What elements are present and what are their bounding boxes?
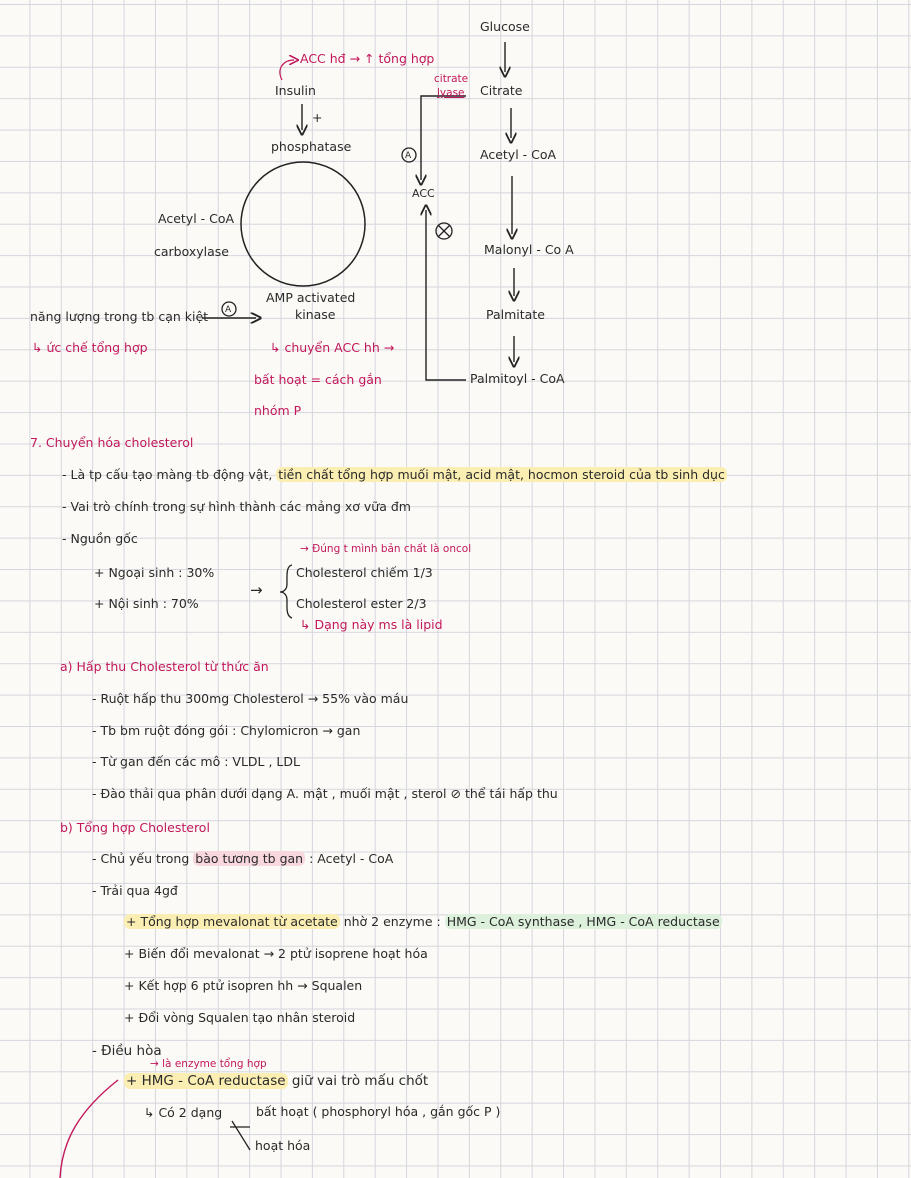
label-palmitoyl-coa: Palmitoyl - CoA bbox=[470, 371, 565, 386]
absorption-item-4: - Đào thải qua phân dưới dạng A. mật , muối mật , sterol ⊘ thể tái hấp thu bbox=[92, 786, 558, 801]
label-citrate-lyase-1: citrate bbox=[434, 73, 469, 85]
synthesis-main: - Chủ yếu trong bào tương tb gan : Acetyl - CoA bbox=[92, 851, 394, 866]
section7-bullet-2: - Vai trò chính trong sự hình thành các mảng xơ vữa đm bbox=[62, 499, 411, 514]
regulation-heading: - Điều hòa bbox=[92, 1043, 162, 1059]
label-malonyl-coa: Malonyl - Co A bbox=[484, 242, 574, 257]
label-ampk-1: AMP activated bbox=[266, 290, 356, 305]
cholesterol-ester: Cholesterol ester 2/3 bbox=[296, 596, 427, 611]
label-plus: + bbox=[312, 110, 323, 125]
absorption-item-3: - Từ gan đến các mô : VLDL , LDL bbox=[92, 754, 300, 769]
synthesis-stages: - Trải qua 4gđ bbox=[92, 883, 178, 898]
hmg-reductase-line: + HMG - CoA reductase giữ vai trò mấu chốt bbox=[126, 1073, 429, 1089]
pink-curve-arrow bbox=[280, 60, 294, 80]
section7-title: 7. Chuyển hóa cholesterol bbox=[30, 435, 194, 450]
label-acc-carboxylase-2: carboxylase bbox=[154, 244, 229, 259]
label-acc-carboxylase-1: Acetyl - CoA bbox=[158, 211, 235, 226]
absorption-item-2: - Tb bm ruột đóng gói : Chylomicron → gan bbox=[92, 723, 361, 738]
ampk-note-1: ↳ chuyển ACC hh → bbox=[270, 340, 395, 355]
label-acetyl-coa: Acetyl - CoA bbox=[480, 147, 557, 162]
two-forms: ↳ Có 2 dạng bbox=[144, 1105, 223, 1120]
form-active: hoạt hóa bbox=[255, 1138, 311, 1153]
citrate-activation-line bbox=[421, 96, 466, 180]
section7-bullet-1: - Là tp cấu tạo màng tb động vật, tiền chất tổng hợp muối mật, acid mật, hocmon steroid của tb sinh dục bbox=[62, 467, 725, 482]
inhibit-marker-x bbox=[438, 225, 450, 237]
label-acc: ACC bbox=[412, 187, 435, 200]
section-b-title: b) Tổng hợp Cholesterol bbox=[60, 820, 210, 835]
ampk-note-2: bất hoạt = cách gắn bbox=[254, 372, 382, 387]
energy-note: năng lượng trong tb cạn kiệt bbox=[30, 309, 209, 324]
label-insulin: Insulin bbox=[275, 83, 316, 98]
label-glucose: Glucose bbox=[480, 19, 530, 34]
absorption-item-1: - Ruột hấp thu 300mg Cholesterol → 55% vào máu bbox=[92, 691, 409, 706]
origin-arrow: → bbox=[250, 581, 263, 599]
label-citrate: Citrate bbox=[480, 83, 523, 98]
activate-symbol-2: A bbox=[225, 305, 232, 315]
origin-endogenous: + Nội sinh : 70% bbox=[94, 596, 199, 611]
ampk-note-3: nhóm P bbox=[254, 403, 302, 418]
form-inactive: bất hoạt ( phosphoryl hóa , gắn gốc P ) bbox=[256, 1104, 501, 1119]
enzyme-note: → là enzyme tổng hợp bbox=[150, 1058, 267, 1070]
pink-margin-curve bbox=[60, 1080, 118, 1178]
lipid-note: ↳ Dạng này ms là lipid bbox=[300, 617, 443, 632]
stage-3: + Kết hợp 6 ptử isopren hh → Squalen bbox=[124, 978, 363, 993]
label-palmitate: Palmitate bbox=[486, 307, 545, 322]
palmitoyl-feedback-line bbox=[426, 210, 466, 380]
origin-exogenous: + Ngoại sinh : 30% bbox=[94, 565, 215, 580]
stage-2: + Biến đổi mevalonat → 2 ptử isoprene hoạt hóa bbox=[124, 946, 428, 961]
oncol-note: → Đúng t mình bản chất là oncol bbox=[300, 543, 472, 555]
cholesterol-free: Cholesterol chiếm 1/3 bbox=[296, 565, 433, 580]
two-forms-branch bbox=[230, 1121, 250, 1150]
cholesterol-brace bbox=[280, 565, 292, 618]
acc-note: ACC hđ → ↑ tổng hợp bbox=[300, 51, 435, 66]
inhibit-note: ↳ ức chế tổng hợp bbox=[32, 340, 148, 355]
acc-cycle-circle bbox=[241, 162, 365, 286]
label-phosphatase: phosphatase bbox=[271, 139, 352, 154]
label-ampk-2: kinase bbox=[295, 307, 336, 322]
activate-symbol-1: A bbox=[405, 151, 412, 161]
section7-bullet-3: - Nguồn gốc bbox=[62, 531, 138, 546]
stage-1: + Tổng hợp mevalonat từ acetate nhờ 2 enzyme : HMG - CoA synthase , HMG - CoA reductase bbox=[126, 914, 720, 929]
section-a-title: a) Hấp thu Cholesterol từ thức ăn bbox=[60, 659, 269, 674]
stage-4: + Đổi vòng Squalen tạo nhân steroid bbox=[124, 1010, 356, 1025]
label-citrate-lyase-2: lyase bbox=[437, 87, 465, 99]
